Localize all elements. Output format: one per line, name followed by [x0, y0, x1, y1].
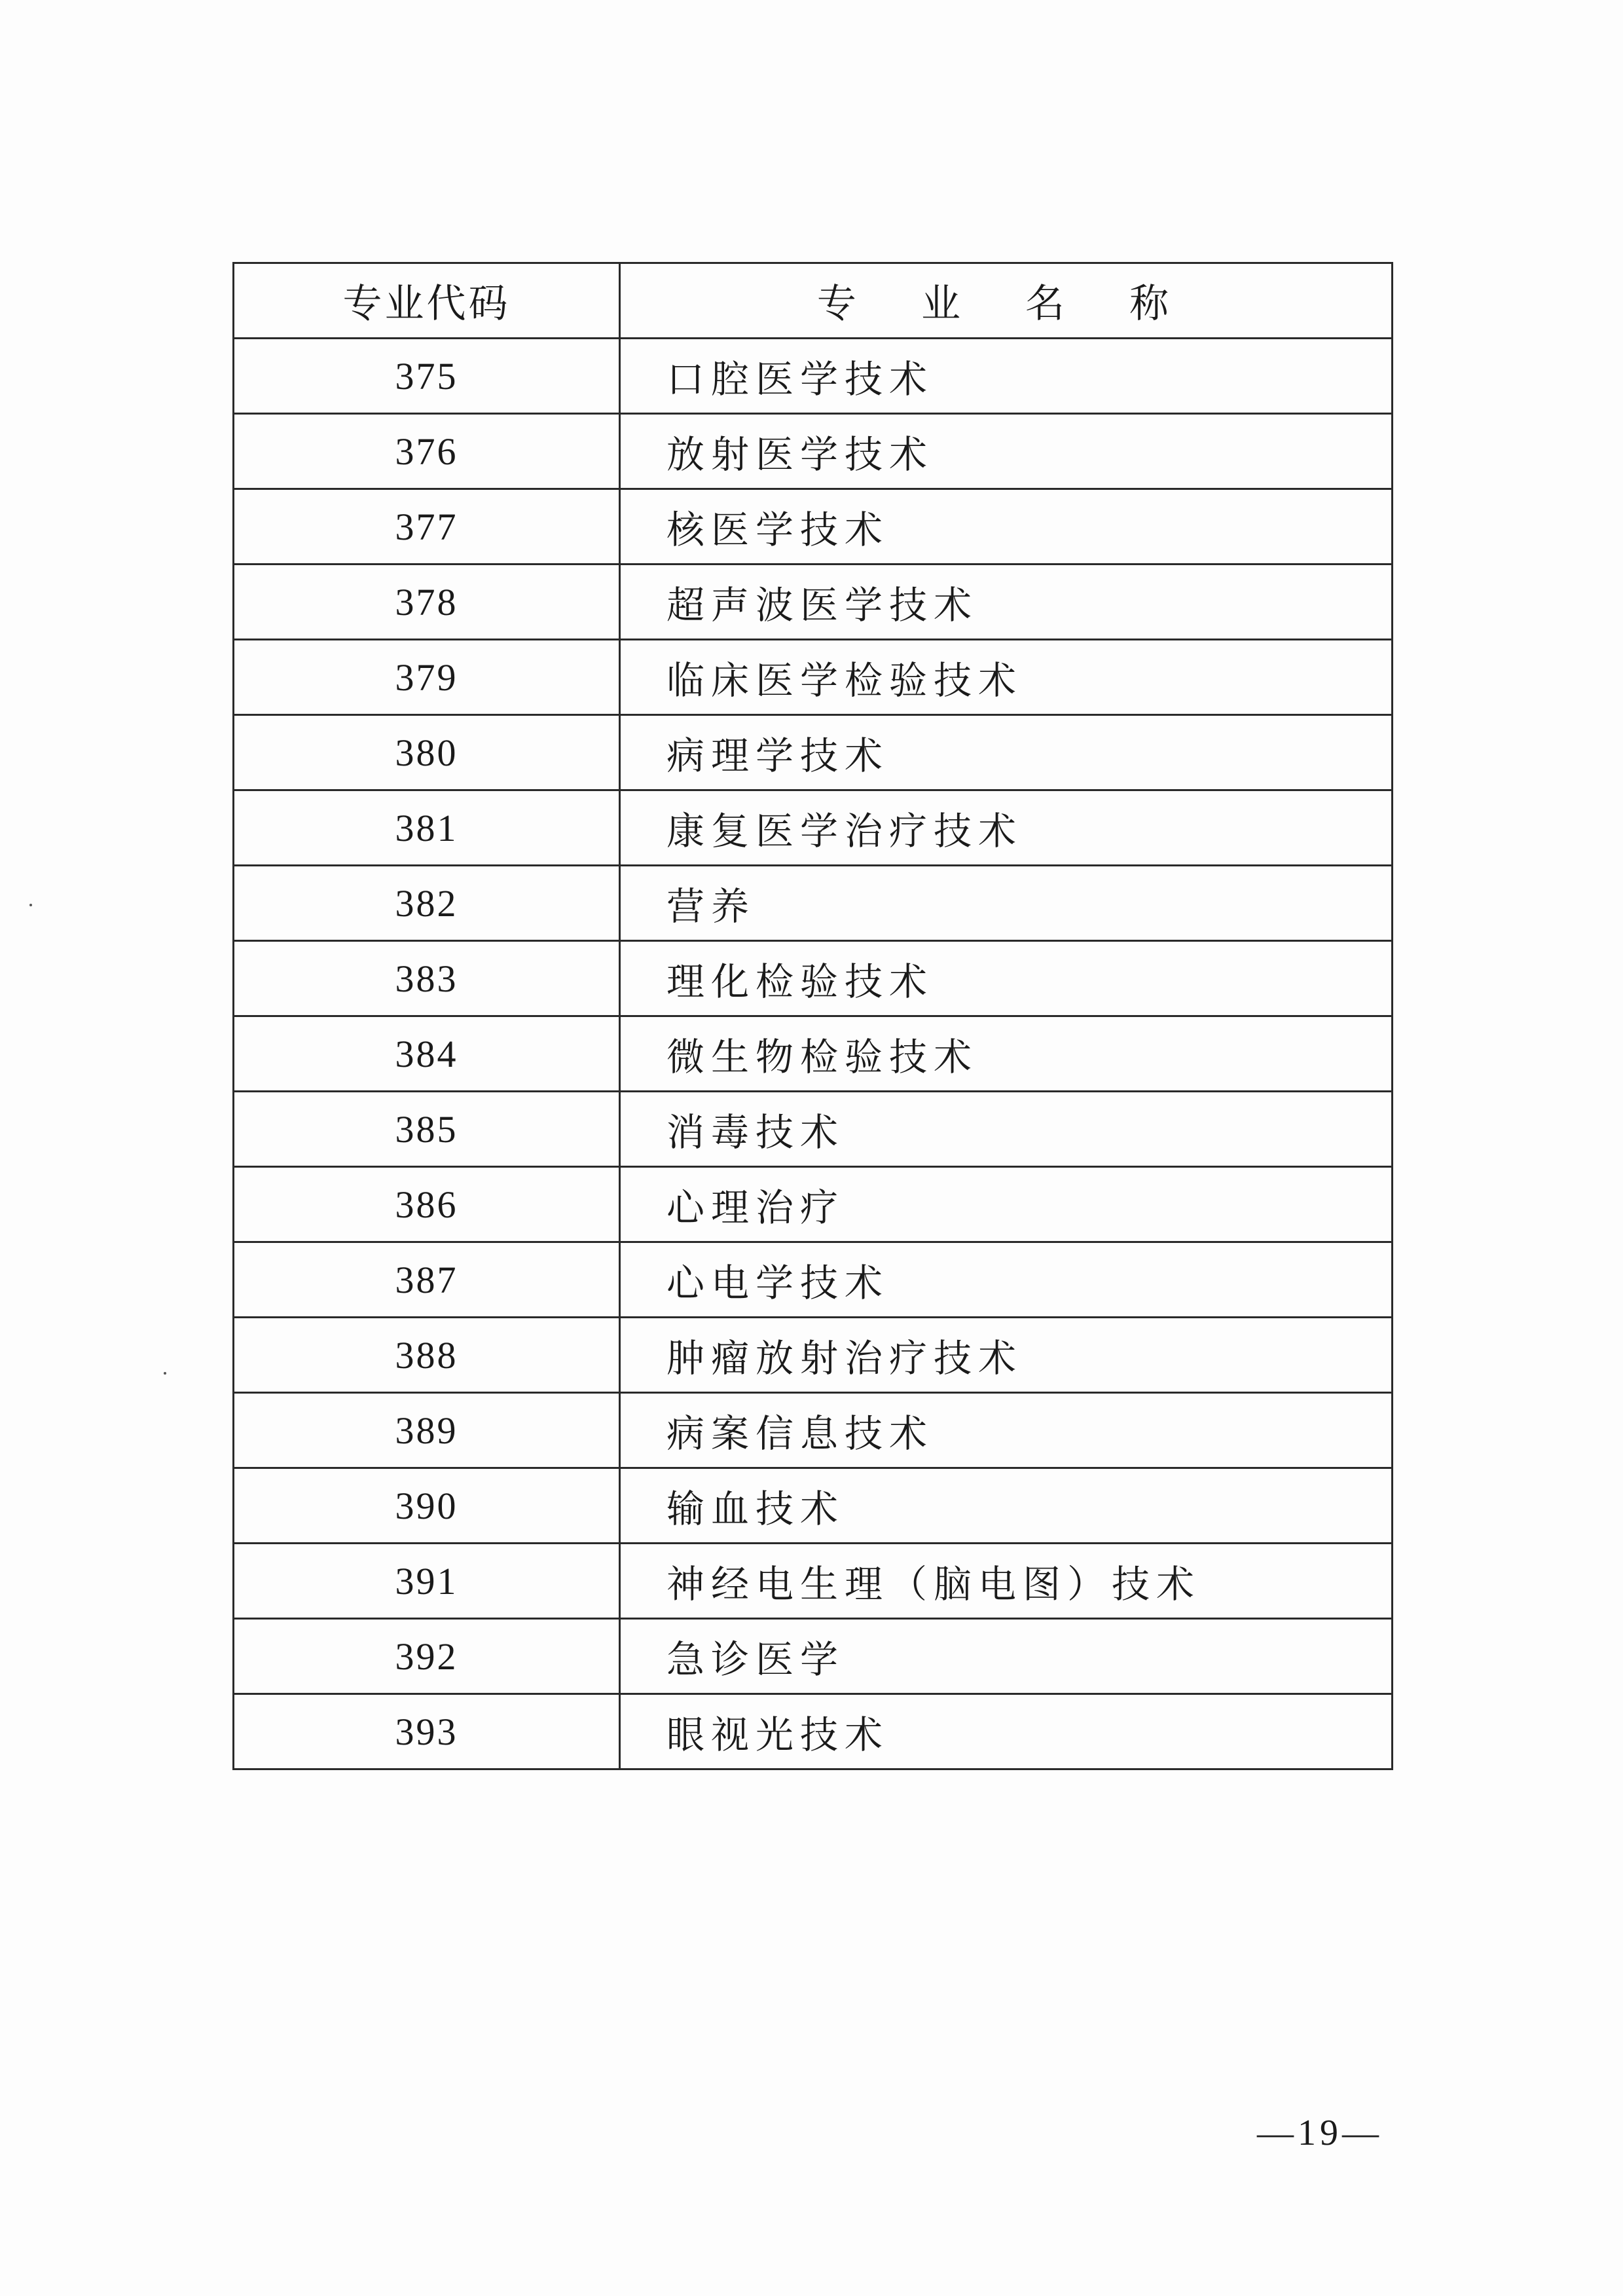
- specialty-code: 375: [234, 339, 620, 414]
- specialty-name: 消毒技术: [620, 1092, 1393, 1167]
- specialty-name: 口腔医学技术: [620, 339, 1393, 414]
- table-row: [234, 866, 1393, 941]
- table-header-row: [234, 263, 1393, 339]
- specialty-code: 382: [234, 866, 620, 941]
- specialty-name: 病理学技术: [620, 715, 1393, 790]
- table-row: [234, 1167, 1393, 1242]
- table-row: [234, 640, 1393, 715]
- scan-speck: [29, 904, 32, 906]
- scan-speck: [164, 1372, 166, 1375]
- specialty-code: 389: [234, 1393, 620, 1468]
- specialty-name: 输血技术: [620, 1468, 1393, 1544]
- table-row: [234, 1318, 1393, 1393]
- specialty-code: 378: [234, 565, 620, 640]
- specialty-name: 病案信息技术: [620, 1393, 1393, 1468]
- table-row: [234, 1393, 1393, 1468]
- specialty-name: 临床医学检验技术: [620, 640, 1393, 715]
- specialty-table: [232, 262, 1393, 1770]
- specialty-code: 390: [234, 1468, 620, 1544]
- header-name: 专 业 名 称: [620, 263, 1393, 339]
- specialty-name: 微生物检验技术: [620, 1016, 1393, 1092]
- table-row: [234, 1016, 1393, 1092]
- table-row: [234, 565, 1393, 640]
- specialty-code: 385: [234, 1092, 620, 1167]
- specialty-name: 理化检验技术: [620, 941, 1393, 1016]
- table-row: [234, 1694, 1393, 1769]
- specialty-name: 急诊医学: [620, 1619, 1393, 1694]
- specialty-code: 392: [234, 1619, 620, 1694]
- page-number: —19—: [1257, 2113, 1383, 2153]
- specialty-name: 放射医学技术: [620, 414, 1393, 489]
- table-row: [234, 1544, 1393, 1619]
- table-row: [234, 414, 1393, 489]
- specialty-name: 神经电生理（脑电图）技术: [620, 1544, 1393, 1619]
- table-row: [234, 339, 1393, 414]
- table-row: [234, 489, 1393, 565]
- specialty-code: 376: [234, 414, 620, 489]
- table-row: [234, 1242, 1393, 1318]
- specialty-name: 眼视光技术: [620, 1694, 1393, 1769]
- specialty-code: 388: [234, 1318, 620, 1393]
- specialty-code: 387: [234, 1242, 620, 1318]
- specialty-name: 营养: [620, 866, 1393, 941]
- specialty-code: 391: [234, 1544, 620, 1619]
- table-row: [234, 715, 1393, 790]
- table-row: [234, 1092, 1393, 1167]
- table-row: [234, 1619, 1393, 1694]
- table-row: [234, 790, 1393, 866]
- specialty-code: 393: [234, 1694, 620, 1769]
- specialty-name: 肿瘤放射治疗技术: [620, 1318, 1393, 1393]
- specialty-code: 379: [234, 640, 620, 715]
- specialty-name: 超声波医学技术: [620, 565, 1393, 640]
- table-row: [234, 941, 1393, 1016]
- specialty-code: 381: [234, 790, 620, 866]
- specialty-name: 心电学技术: [620, 1242, 1393, 1318]
- specialty-code: 380: [234, 715, 620, 790]
- specialty-name: 核医学技术: [620, 489, 1393, 565]
- table-row: [234, 1468, 1393, 1544]
- specialty-code: 386: [234, 1167, 620, 1242]
- specialty-name: 康复医学治疗技术: [620, 790, 1393, 866]
- specialty-code: 383: [234, 941, 620, 1016]
- header-code: 专业代码: [234, 263, 620, 339]
- specialty-code: 384: [234, 1016, 620, 1092]
- specialty-name: 心理治疗: [620, 1167, 1393, 1242]
- specialty-code: 377: [234, 489, 620, 565]
